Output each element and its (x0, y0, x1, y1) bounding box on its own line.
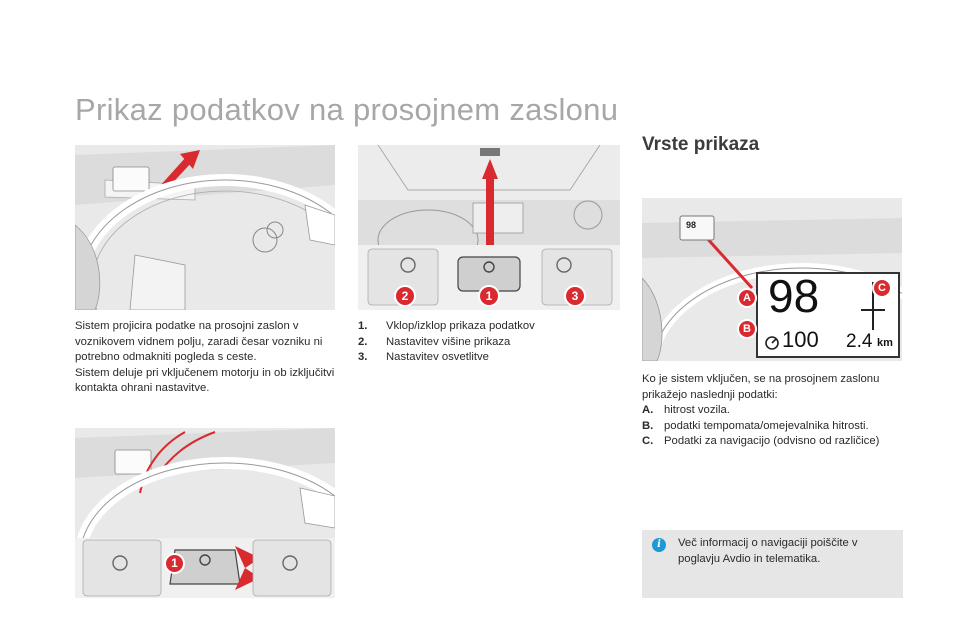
callout-badge-1: 1 (478, 285, 500, 307)
hud-cruise-value: 100 (782, 327, 819, 352)
cruise-control-icon (764, 334, 780, 350)
description-paragraph-2: Sistem deluje pri vključenem motorju in ob izključitvi kontakta ohrani nastavitve. (75, 366, 335, 395)
section-heading: Vrste prikaza (642, 134, 760, 155)
callout-badge-1: 1 (164, 553, 185, 574)
display-types-text (642, 372, 907, 450)
callout-badge-a: A (737, 288, 757, 308)
list-item: B. podatki tempomata/omejevalnika hitrosti. (642, 419, 869, 432)
hud-distance-unit: km (877, 337, 893, 349)
hud-distance-value: 2.4 (846, 331, 873, 352)
callout-badge-3: 3 (564, 285, 586, 307)
info-note-text: Več informacij o navigaciji poiščite v poglavju Avdio in telematika. (678, 537, 858, 565)
callout-badge-2: 2 (394, 285, 416, 307)
list-item: 1. Vklop/izklop prikaza podatkov (358, 320, 535, 332)
list-item: A. hitrost vozila. (642, 404, 730, 417)
figure-hud-raise (75, 428, 335, 598)
description-text (75, 319, 337, 397)
callout-badge-c: C (872, 278, 892, 298)
page-title: Prikaz podatkov na prosojnem zaslonu (75, 92, 619, 127)
display-types-intro: Ko je sistem vključen, se na prosojnem zaslonu prikažejo naslednji podatki: (642, 373, 880, 401)
figure-hud-controls (358, 145, 620, 310)
mini-speed-readout: 98 (686, 220, 697, 230)
hud-speed-value: 98 (768, 270, 820, 322)
description-paragraph-1: Sistem projicira podatke na prosojni zaslon v voznikovem vidnem polju, zaradi česar vozniku ni potrebno odmakniti pogleda s ceste. (75, 320, 323, 364)
controls-list (358, 319, 620, 366)
list-item: C. Podatki za navigacijo (odvisno od različice) (642, 435, 880, 448)
list-item: 3. Nastavitev osvetlitve (358, 351, 489, 364)
figure-hud-dashboard (75, 145, 335, 310)
info-icon: i (652, 538, 666, 552)
figure-hud-display (642, 198, 902, 361)
callout-badge-b: B (737, 319, 757, 339)
info-note (642, 530, 903, 598)
display-types-list (642, 403, 907, 450)
list-item: 2. Nastavitev višine prikaza (358, 335, 511, 348)
